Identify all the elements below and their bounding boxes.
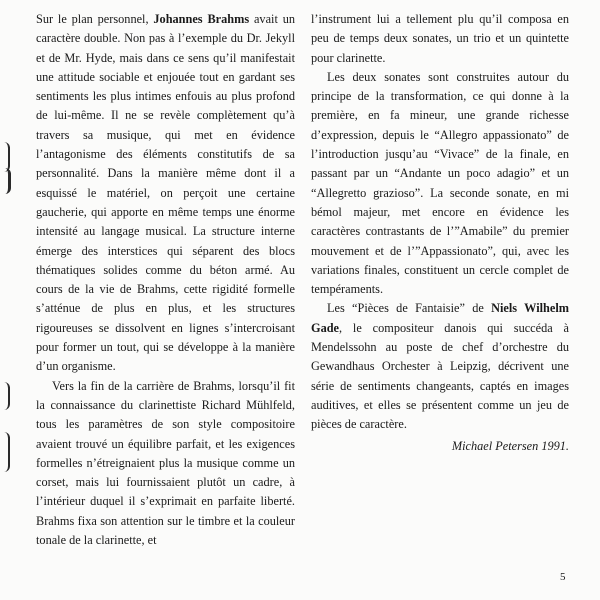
paragraph: l’instrument lui a tellement plu qu’il composa en peu de temps deux sonates, un trio et un quintette pour clarinette. [311, 12, 569, 65]
paragraph-text: avait un caractère double. Non pas à l’exemple du Dr. Jekyll et de Mr. Hyde, mais dans ce sens qu’il manifestait une attitude sociable et enjouée tout en gardant ses sentiments les plus intimes enfouis au plus profond de lui-même. Il ne se revèle complètement qu’à travers sa musique, qui met en évidence l’antagonisme des éléments constitutifs de sa personnalité. Dans la manière même dont il a esquissé le matériel, on perçoit une certaine gaucherie, qui apporte en même temps une énorme intensité au langage musical. La structure interne émerge des interstices qui séparent des blocs thématiques solides comme du béton armé. Au cours de la vie de Brahms, cette rigidité formelle s’atténue de plus en plus, et les structures rigoureuses se dissolvent en lignes s’intercroisant pour former un tout, qui se développe à la manière d’un organisme. [36, 12, 296, 374]
paragraph-text: , le compositeur danois qui succéda à Mendelssohn au poste de chef d’orchestre du Gewandhaus Orchester à Leipzig, décrivent une série de sentiments changeants, captés en images auditives, et elles se présentent comme un jeu de pièces de caractère. [311, 320, 569, 432]
binding-edge-mark [0, 168, 11, 194]
paragraph-text: Les “Pièces de Fantaisie” de [327, 301, 492, 316]
paragraph [36, 10, 295, 377]
author-signature: Michael Petersen 1991. [451, 438, 569, 453]
binding-edge-mark [0, 382, 10, 410]
binding-edge-mark [0, 432, 10, 472]
right-column [311, 10, 569, 456]
left-column [36, 10, 295, 550]
composer-name: Niels Wilhelm Gade [311, 301, 569, 335]
paragraph: Les deux sonates sont construites autour du principe de la transformation, ce qui donne à la première, en fa mineur, une grande richesse d’expression, depuis le “Allegro appassionato” de l’introduction jusqu’au “Vivace” de la finale, en passant par un “Andante un poco adagio” et un “Allegretto grazioso”. La seconde sonate, en mi bémol majeur, met encore en évidence les caractères contrastants de l’”Amabile” du premier mouvement et de l’”Appassionato”, qui, avec les variations finales, constituent un cercle complet de tempéraments. [311, 69, 569, 297]
composer-name: Johannes Brahms [153, 12, 250, 26]
paragraph-text: Sur le plan personnel, [36, 12, 154, 26]
page-number: 5 [560, 571, 566, 583]
paragraph: Vers la fin de la carrière de Brahms, lorsqu’il fit la connaissance du clarinettiste Richard Mühlfeld, tous les paramètres de son style compositoire avaient trouvé un équilibre parfait, et les exigences formelles n’étreignaient plus la musique comme un corset, mais lui fournissaient plutôt un cadre, à l’intérieur duquel il s’exprimait en parfaite liberté. Brahms fixa son attention sur le timbre et la couleur tonale de la clarinette, et [36, 378, 295, 548]
paragraph [311, 299, 569, 434]
